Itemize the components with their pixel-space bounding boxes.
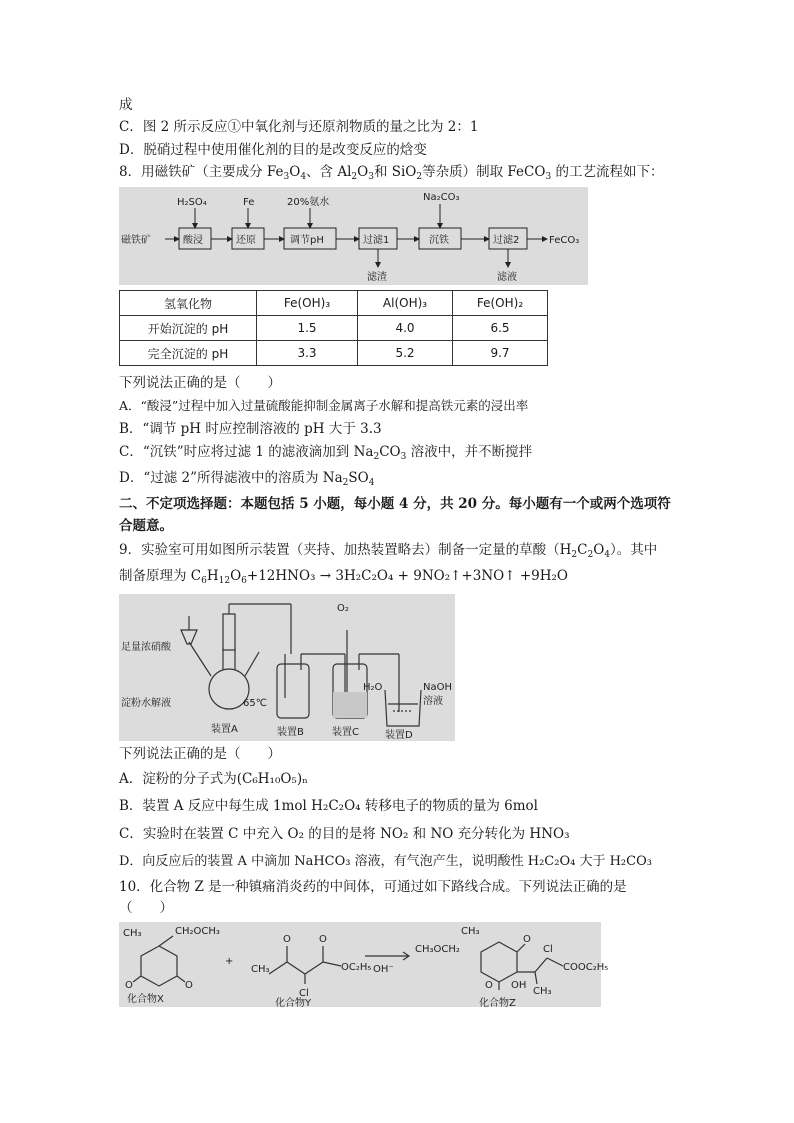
label-naoh: NaOH: [423, 682, 452, 693]
q8-option-d-part: SO: [348, 470, 369, 486]
q8-stem-part: 的工艺流程如下：: [551, 164, 664, 180]
q8-stem-part: O: [357, 164, 369, 180]
z-carbonyl-o: O: [485, 980, 493, 991]
z-carbonyl-o: O: [523, 934, 531, 945]
flow-step: 过滤1: [363, 235, 390, 246]
x-ch3: CH₃: [123, 928, 142, 939]
q9-stem-part: 9．实验室可用如图所示装置（夹持、加热装置略去）制备一定量的草酸（H: [119, 542, 572, 558]
z-ch3-b: CH₃: [533, 986, 552, 997]
q9-option-d: D．向反应后的装置 A 中滴加 NaHCO₃ 溶液，有气泡产生，说明酸性 H₂C₂O₄ 大于 H₂CO₃: [119, 854, 652, 869]
q9-stem-line1: 9．实验室可用如图所示装置（夹持、加热装置略去）制备一定量的草酸$(H_2C_2O_4)$。其中: [119, 542, 658, 560]
z-cooc2h5: COOC₂H₅: [563, 962, 609, 973]
table-row: [120, 316, 548, 341]
ph-table: [119, 290, 548, 366]
flow-output: FeCO₃: [549, 235, 580, 246]
q7-option-c: C．图 2 所示反应①中氧化剂与还原剂物质的量之比为 2：1: [119, 119, 479, 135]
device-label: 装置A: [211, 724, 238, 735]
section-2-heading: 二、不定项选择题：本题包括 5 小题，每小题 4 分，共 20 分。每小题有一个或两个选项符: [119, 496, 671, 512]
z-oh: OH: [511, 980, 527, 991]
label-oxygen: O₂: [337, 603, 349, 614]
q9-option-b: B．装置 A 反应中每生成 1mol H₂C₂O₄ 转移电子的物质的量为 6mol: [119, 798, 538, 814]
table-header: Al(OH)₃: [358, 291, 453, 316]
label-water: H₂O: [363, 682, 383, 693]
q8-option-d: D．“过滤 2”所得滤液中的溶质为 $Na_2SO_4$: [119, 470, 375, 488]
q9-option-a: [119, 770, 308, 788]
q9-equation: +12HNO₃ → 3H₂C₂O₄ + 9NO₂↑+3NO↑ +9H₂O: [246, 568, 568, 584]
section-2-heading-cont: 合题意。: [119, 518, 173, 534]
q8-option-b: B．“调节 pH 时应控制溶液的 pH 大于 3.3: [119, 421, 382, 437]
q8-option-c: C．“沉铁”时应将过滤 1 的滤液滴加到 $Na_2CO_3$ 溶液中，并不断搅拌: [119, 444, 533, 462]
device-label: 装置D: [385, 730, 413, 741]
q9-option-a-part: A．淀粉的分子式为: [119, 771, 237, 787]
q9-ask: 下列说法正确的是（ ）: [119, 746, 281, 762]
table-header: Fe(OH)₂: [453, 291, 548, 316]
table-cell: 5.2: [358, 341, 453, 366]
label-acid: 足量浓硝酸: [121, 642, 171, 653]
table-cell: 4.0: [358, 316, 453, 341]
q7-option-d: D．脱硝过程中使用催化剂的目的是改变反应的焓变: [119, 142, 427, 158]
table-row: [120, 341, 548, 366]
q8-option-a: A．“酸浸”过程中加入过量硫酸能抑制金属离子水解和提高铁元素的浸出率: [119, 398, 529, 413]
label-temperature: 65℃: [243, 698, 267, 709]
table-cell: 3.3: [257, 341, 358, 366]
z-ch3och2: CH₃OCH₂: [415, 944, 460, 955]
q10-paren: （ ）: [119, 900, 173, 916]
device-label: 装置B: [277, 727, 304, 738]
q9-stem-part: ）。其中: [610, 542, 658, 558]
synthesis-scheme-figure: [119, 922, 609, 1009]
q9-stem-line2: 制备原理为 $C_6H_{12}O_6+12HNO_3 \to 3H_2C_2O_4$ + 9NO₂↑+3NO↑ +9H₂O: [119, 568, 568, 586]
x-carbonyl-o: O: [125, 980, 133, 991]
reagent-hydroxide: OH⁻: [373, 964, 394, 975]
q9-option-a-formula: (C₆H₁₀O₅)ₙ: [236, 771, 308, 787]
q8-option-c-part: CO: [379, 444, 401, 460]
flow-input: 磁铁矿: [121, 235, 151, 246]
label-naoh-solution: 溶液: [423, 696, 443, 707]
table-header-row: [120, 291, 548, 316]
flow-reagent: Fe: [243, 197, 255, 208]
flow-step: 沉铁: [429, 235, 449, 246]
q8-stem: 8．用磁铁矿（主要成分 $Fe_3O_4$、含 $Al_2O_3$和 SiO$_2$等杂质）制取 FeCO$_3$ 的工艺流程如下：: [119, 164, 664, 182]
q9-option-c: C．实验时在装置 C 中充入 O₂ 的目的是将 NO₂ 和 NO 充分转化为 HNO₃: [119, 826, 570, 842]
z-ch3: CH₃: [461, 926, 480, 937]
compound-z-name: 化合物Z: [479, 998, 516, 1009]
q8-stem-part: 8．用磁铁矿（主要成分 Fe: [119, 164, 284, 180]
q8-option-c-part: 溶液中，并不断搅拌: [406, 444, 533, 460]
table-cell: 1.5: [257, 316, 358, 341]
y-carbonyl-o: O: [319, 934, 327, 945]
y-oc2h5: OC₂H₅: [341, 962, 372, 973]
x-carbonyl-o: O: [185, 980, 193, 991]
q8-stem-part: 等杂质）制取 FeCO: [422, 164, 546, 180]
device-label: 装置C: [332, 727, 359, 738]
y-cl: Cl: [299, 988, 309, 999]
plus-sign: +: [225, 956, 234, 967]
flow-step: 还原: [236, 235, 256, 246]
q8-option-d-part: D．“过滤 2”所得滤液中的溶质为 Na: [119, 470, 343, 486]
flow-byproduct: 滤渣: [367, 272, 387, 283]
q10-stem: 10．化合物 Z 是一种镇痛消炎药的中间体，可通过如下路线合成。下列说法正确的是: [119, 879, 627, 895]
y-carbonyl-o: O: [283, 934, 291, 945]
top-fragment: 成: [119, 97, 133, 113]
table-cell: 开始沉淀的 pH: [120, 316, 257, 341]
table-header: Fe(OH)₃: [257, 291, 358, 316]
process-flow-figure: [119, 187, 588, 285]
table-cell: 完全沉淀的 pH: [120, 341, 257, 366]
flow-reagent: 20%氨水: [287, 197, 330, 208]
table-header: 氢氧化物: [120, 291, 257, 316]
flow-step: 酸浸: [183, 235, 203, 246]
compound-x-name: 化合物X: [127, 994, 164, 1005]
table-cell: 9.7: [453, 341, 548, 366]
q8-option-c-part: C．“沉铁”时应将过滤 1 的滤液滴加到 Na: [119, 444, 374, 460]
label-starch: 淀粉水解液: [121, 698, 171, 709]
y-ch3: CH₃: [251, 964, 270, 975]
x-ch2och3: CH₂OCH₃: [175, 926, 220, 937]
q8-stem-part: 和 SiO: [373, 164, 417, 180]
q8-stem-part: 、含 Al: [306, 164, 352, 180]
flow-step: 过滤2: [493, 235, 520, 246]
flow-reagent: H₂SO₄: [177, 197, 207, 208]
flow-reagent: Na₂CO₃: [423, 192, 460, 203]
apparatus-figure: [119, 594, 455, 741]
flow-step: 调节pH: [290, 235, 324, 246]
q9-stem-part: 制备原理为 C: [119, 568, 202, 584]
z-cl: Cl: [543, 944, 553, 955]
flow-byproduct: 滤液: [497, 272, 517, 283]
compound-y-name: 化合物Y: [275, 998, 312, 1009]
q8-stem-part: O: [289, 164, 301, 180]
table-cell: 6.5: [453, 316, 548, 341]
q8-ask: 下列说法正确的是（ ）: [119, 375, 281, 391]
